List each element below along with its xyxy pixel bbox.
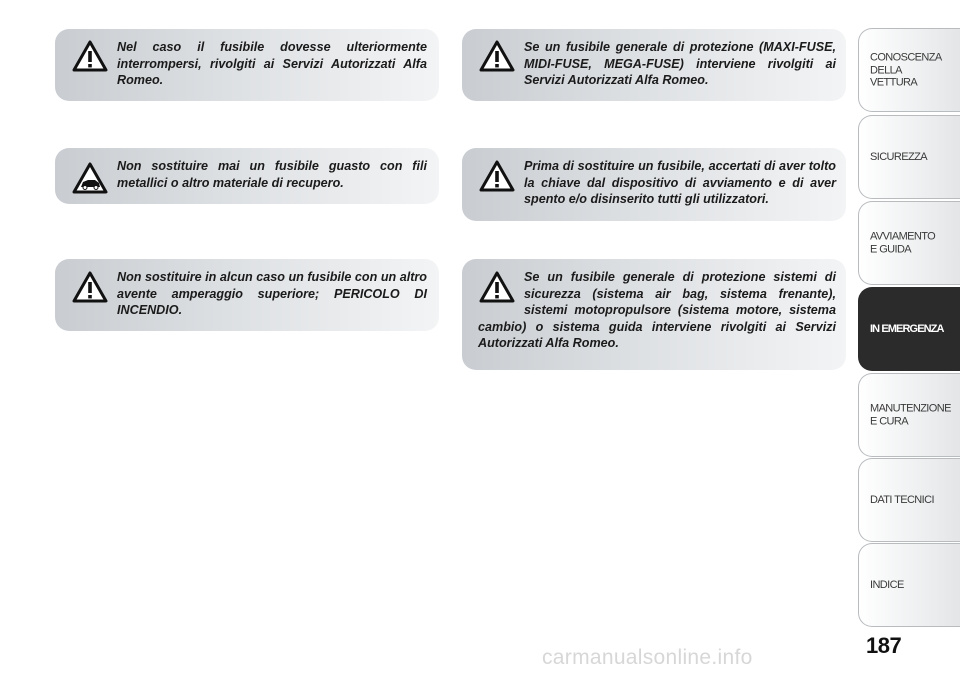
warning-triangle-icon	[479, 160, 515, 192]
warning-box-5	[462, 148, 846, 221]
tab-conoscenza-della-vettura[interactable]	[858, 28, 960, 112]
tab-label: INDICE	[870, 578, 904, 591]
warning-text-5: Prima di sostituire un fusibile, accertati di aver tolto la chiave dal dispositivo di avviamento e di aver spento e/o disinserito tutti gli utilizzatori.	[524, 159, 836, 206]
page-number: 187	[866, 633, 902, 658]
watermark: carmanualsonline.info	[542, 646, 753, 669]
tab-label: DATI TECNICI	[870, 493, 934, 506]
warning-triangle-icon	[479, 40, 515, 72]
warning-text-4: Se un fusibile generale di protezione (MAXI-FUSE, MIDI-FUSE, MEGA-FUSE) interviene rivolgiti ai Servizi Autorizzati Alfa Romeo.	[524, 40, 836, 87]
warning-triangle-icon	[72, 40, 108, 72]
warning-box-2	[55, 148, 439, 204]
warning-text-2: Non sostituire mai un fusibile guasto con fili metallici o altro materiale di recupero.	[117, 159, 427, 190]
tab-avviamento-e-guida[interactable]	[858, 201, 960, 285]
warning-text-3: Non sostituire in alcun caso un fusibile con un altro avente amperaggio superiore; PERICOLO DI INCENDIO.	[117, 270, 427, 317]
tab-label: AVVIAMENTO E GUIDA	[870, 230, 936, 255]
tab-label: CONOSCENZA DELLA VETTURA	[870, 51, 942, 89]
tab-in-emergenza[interactable]	[858, 287, 960, 371]
warning-triangle-icon	[72, 271, 108, 303]
warning-car-icon	[72, 162, 108, 194]
tab-indice[interactable]	[858, 543, 960, 627]
warning-text-6: Se un fusibile generale di protezione sistemi di sicurezza (sistema air bag, sistema frenante), sistemi motopropulsore (sistema motore, sistema cambio) o sistema guida interviene rivolgiti ai Servizi Autorizzati Alfa Romeo.	[478, 270, 836, 350]
warning-box-6	[462, 259, 846, 370]
warning-box-1	[55, 29, 439, 101]
tab-label: SICUREZZA	[870, 150, 927, 163]
warning-box-4	[462, 29, 846, 101]
tab-dati-tecnici[interactable]	[858, 458, 960, 542]
warning-box-3	[55, 259, 439, 331]
tab-label: IN EMERGENZA	[870, 322, 944, 335]
tab-manutenzione-e-cura[interactable]	[858, 373, 960, 457]
tab-label: MANUTENZIONE E CURA	[870, 402, 951, 427]
warning-text-1: Nel caso il fusibile dovesse ulteriormente interrompersi, rivolgiti ai Servizi Autorizzati Alfa Romeo.	[117, 40, 427, 87]
warning-text-6-float	[478, 269, 836, 352]
tab-sicurezza[interactable]	[858, 115, 960, 199]
